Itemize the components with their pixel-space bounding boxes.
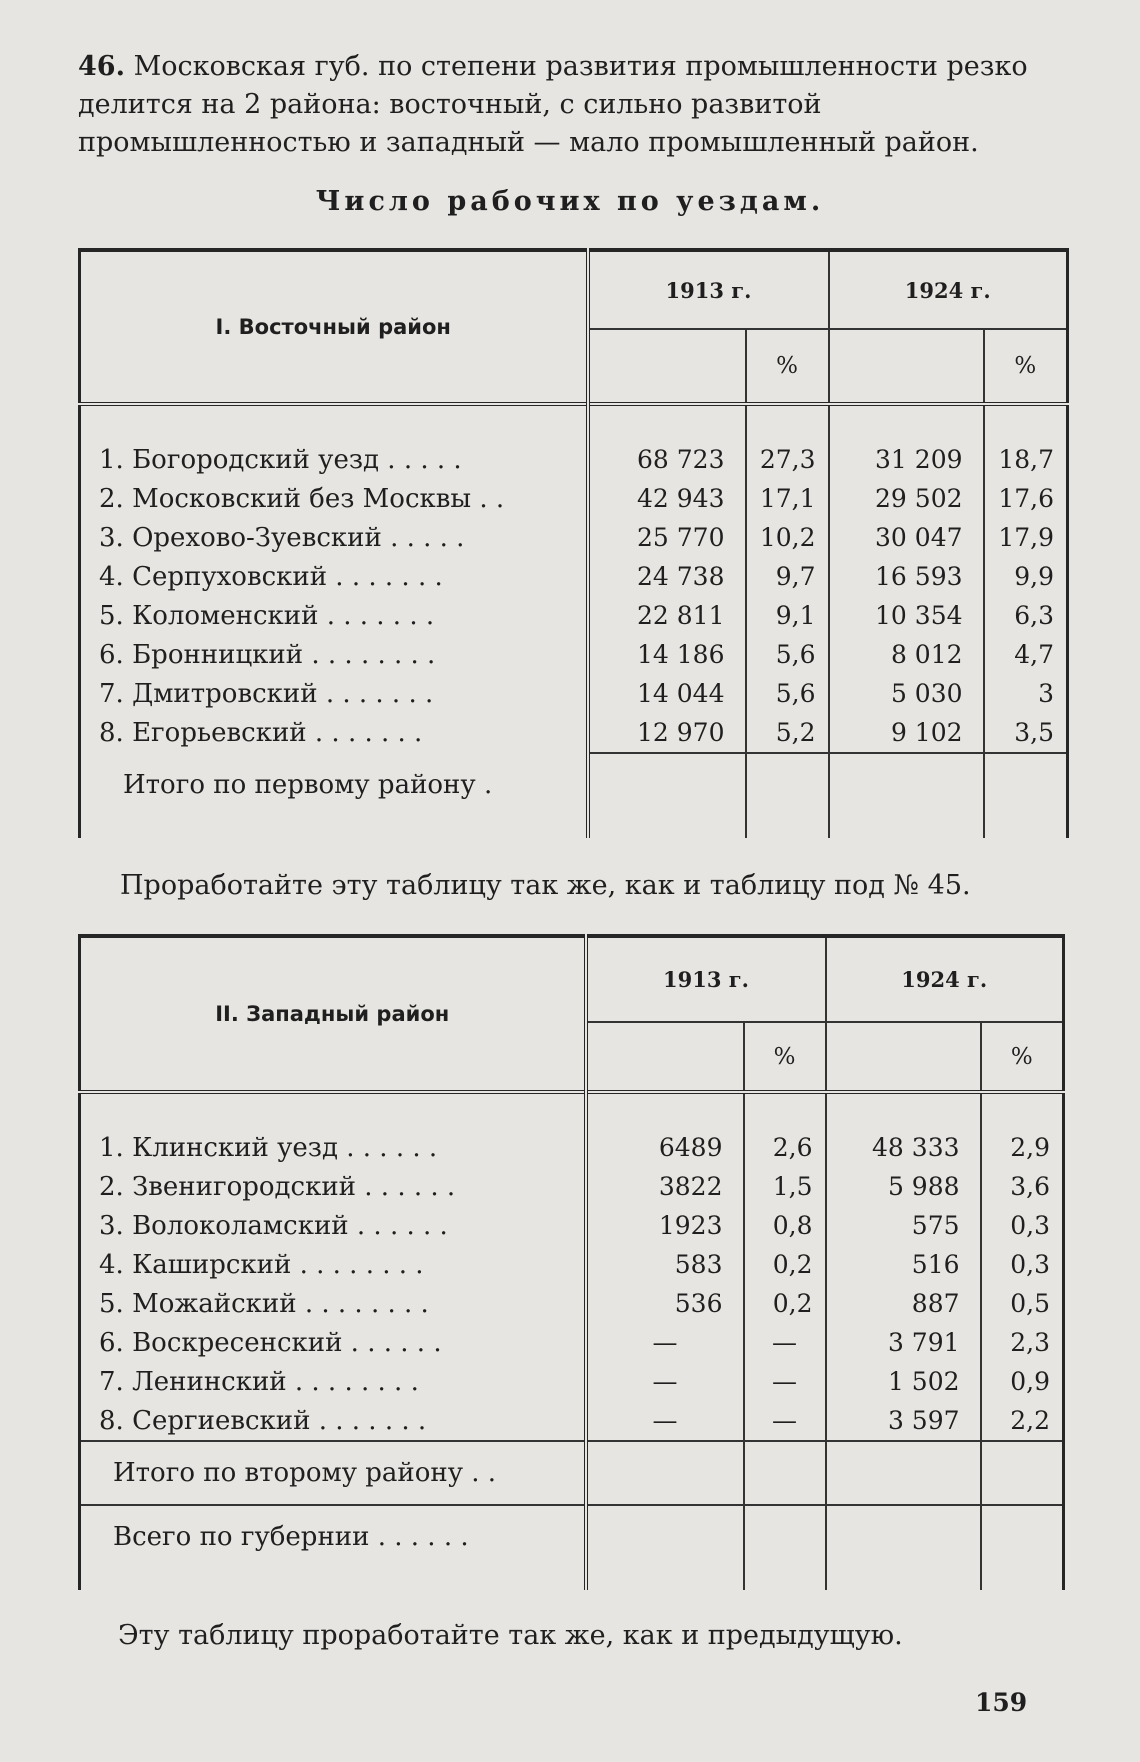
district-name: 2. Московский без Москвы . . — [80, 479, 588, 518]
table-row: 3. Волоколамский . . . . . . 1923 0,8 575 0,3 — [80, 1206, 1064, 1245]
page-number: 159 — [975, 1688, 1028, 1717]
west-pct-header-1913: % — [744, 1022, 826, 1092]
west-header-label: II. Западный район — [80, 936, 586, 1092]
table-row: 4. Каширский . . . . . . . . 583 0,2 516 0,3 — [80, 1245, 1064, 1284]
district-name: 4. Каширский . . . . . . . . — [80, 1245, 586, 1284]
table-row: 7. Дмитровский . . . . . . . 14 044 5,6 5 030 3 — [80, 674, 1068, 713]
table-row: 6. Бронницкий . . . . . . . . 14 186 5,6 8 012 4,7 — [80, 635, 1068, 674]
table-row: 3. Орехово-Зуевский . . . . . 25 770 10,2 30 047 17,9 — [80, 518, 1068, 557]
total-row-east — [80, 753, 1068, 816]
east-pct-header-1913: % — [746, 329, 829, 404]
total-label-west: Итого по второму району . . — [80, 1441, 586, 1505]
district-name: 6. Бронницкий . . . . . . . . — [80, 635, 588, 674]
intro-paragraph — [78, 48, 1074, 162]
table-row: 8. Сергиевский . . . . . . . — — 3 597 2,2 — [80, 1401, 1064, 1441]
table-row: 8. Егорьевский . . . . . . . 12 970 5,2 9 102 3,5 — [80, 713, 1068, 753]
grand-total-row — [80, 1505, 1064, 1568]
table-row: 2. Московский без Москвы . . 42 943 17,1 29 502 17,6 — [80, 479, 1068, 518]
table-row: 1. Клинский уезд . . . . . . 6489 2,6 48 333 2,9 — [80, 1128, 1064, 1167]
district-name: 7. Дмитровский . . . . . . . — [80, 674, 588, 713]
district-name: 3. Волоколамский . . . . . . — [80, 1206, 586, 1245]
note-1: Проработайте эту таблицу так же, как и таблицу под № 45. — [120, 870, 971, 901]
table-row: 5. Коломенский . . . . . . . 22 811 9,1 10 354 6,3 — [80, 596, 1068, 635]
east-year-1913: 1913 г. — [588, 250, 829, 329]
district-name: 6. Воскресенский . . . . . . — [80, 1323, 586, 1362]
district-name: 5. Коломенский . . . . . . . — [80, 596, 588, 635]
table-west — [78, 934, 1065, 1590]
grand-total-label: Всего по губернии . . . . . . — [80, 1505, 586, 1568]
west-year-1913: 1913 г. — [586, 936, 826, 1022]
table-row: 7. Ленинский . . . . . . . . — — 1 502 0,9 — [80, 1362, 1064, 1401]
table-row: 5. Можайский . . . . . . . . 536 0,2 887 0,5 — [80, 1284, 1064, 1323]
east-header-label: I. Восточный район — [80, 250, 588, 404]
intro-text: Московская губ. по степени развития промышленности резко делится на 2 района: восточный, с сильно развитой промышленностью и западный — мало промышленный район. — [78, 51, 1028, 158]
note-2: Эту таблицу проработайте так же, как и предыдущую. — [118, 1620, 903, 1651]
table-row: 6. Воскресенский . . . . . . — — 3 791 2,3 — [80, 1323, 1064, 1362]
table-east — [78, 248, 1069, 838]
district-name: 8. Егорьевский . . . . . . . — [80, 713, 588, 753]
table-row: 2. Звенигородский . . . . . . 3822 1,5 5 988 3,6 — [80, 1167, 1064, 1206]
district-name: 4. Серпуховский . . . . . . . — [80, 557, 588, 596]
east-year-1924: 1924 г. — [829, 250, 1068, 329]
district-name: 3. Орехово-Зуевский . . . . . — [80, 518, 588, 557]
table-title: Число рабочих по уездам. — [315, 186, 825, 217]
west-pct-header-1924: % — [981, 1022, 1064, 1092]
east-pct-header-1924: % — [984, 329, 1068, 404]
total-label-east: Итого по первому району . — [80, 753, 588, 816]
west-year-1924: 1924 г. — [826, 936, 1064, 1022]
district-name: 7. Ленинский . . . . . . . . — [80, 1362, 586, 1401]
district-name: 1. Клинский уезд . . . . . . — [80, 1128, 586, 1167]
district-name: 5. Можайский . . . . . . . . — [80, 1284, 586, 1323]
district-name: 8. Сергиевский . . . . . . . — [80, 1401, 586, 1441]
exercise-number: 46. — [78, 51, 125, 82]
table-row: 1. Богородский уезд . . . . . 68 723 27,3 31 209 18,7 — [80, 440, 1068, 479]
table-row: 4. Серпуховский . . . . . . . 24 738 9,7 16 593 9,9 — [80, 557, 1068, 596]
district-name: 2. Звенигородский . . . . . . — [80, 1167, 586, 1206]
district-name: 1. Богородский уезд . . . . . — [80, 440, 588, 479]
total-row-west — [80, 1441, 1064, 1505]
